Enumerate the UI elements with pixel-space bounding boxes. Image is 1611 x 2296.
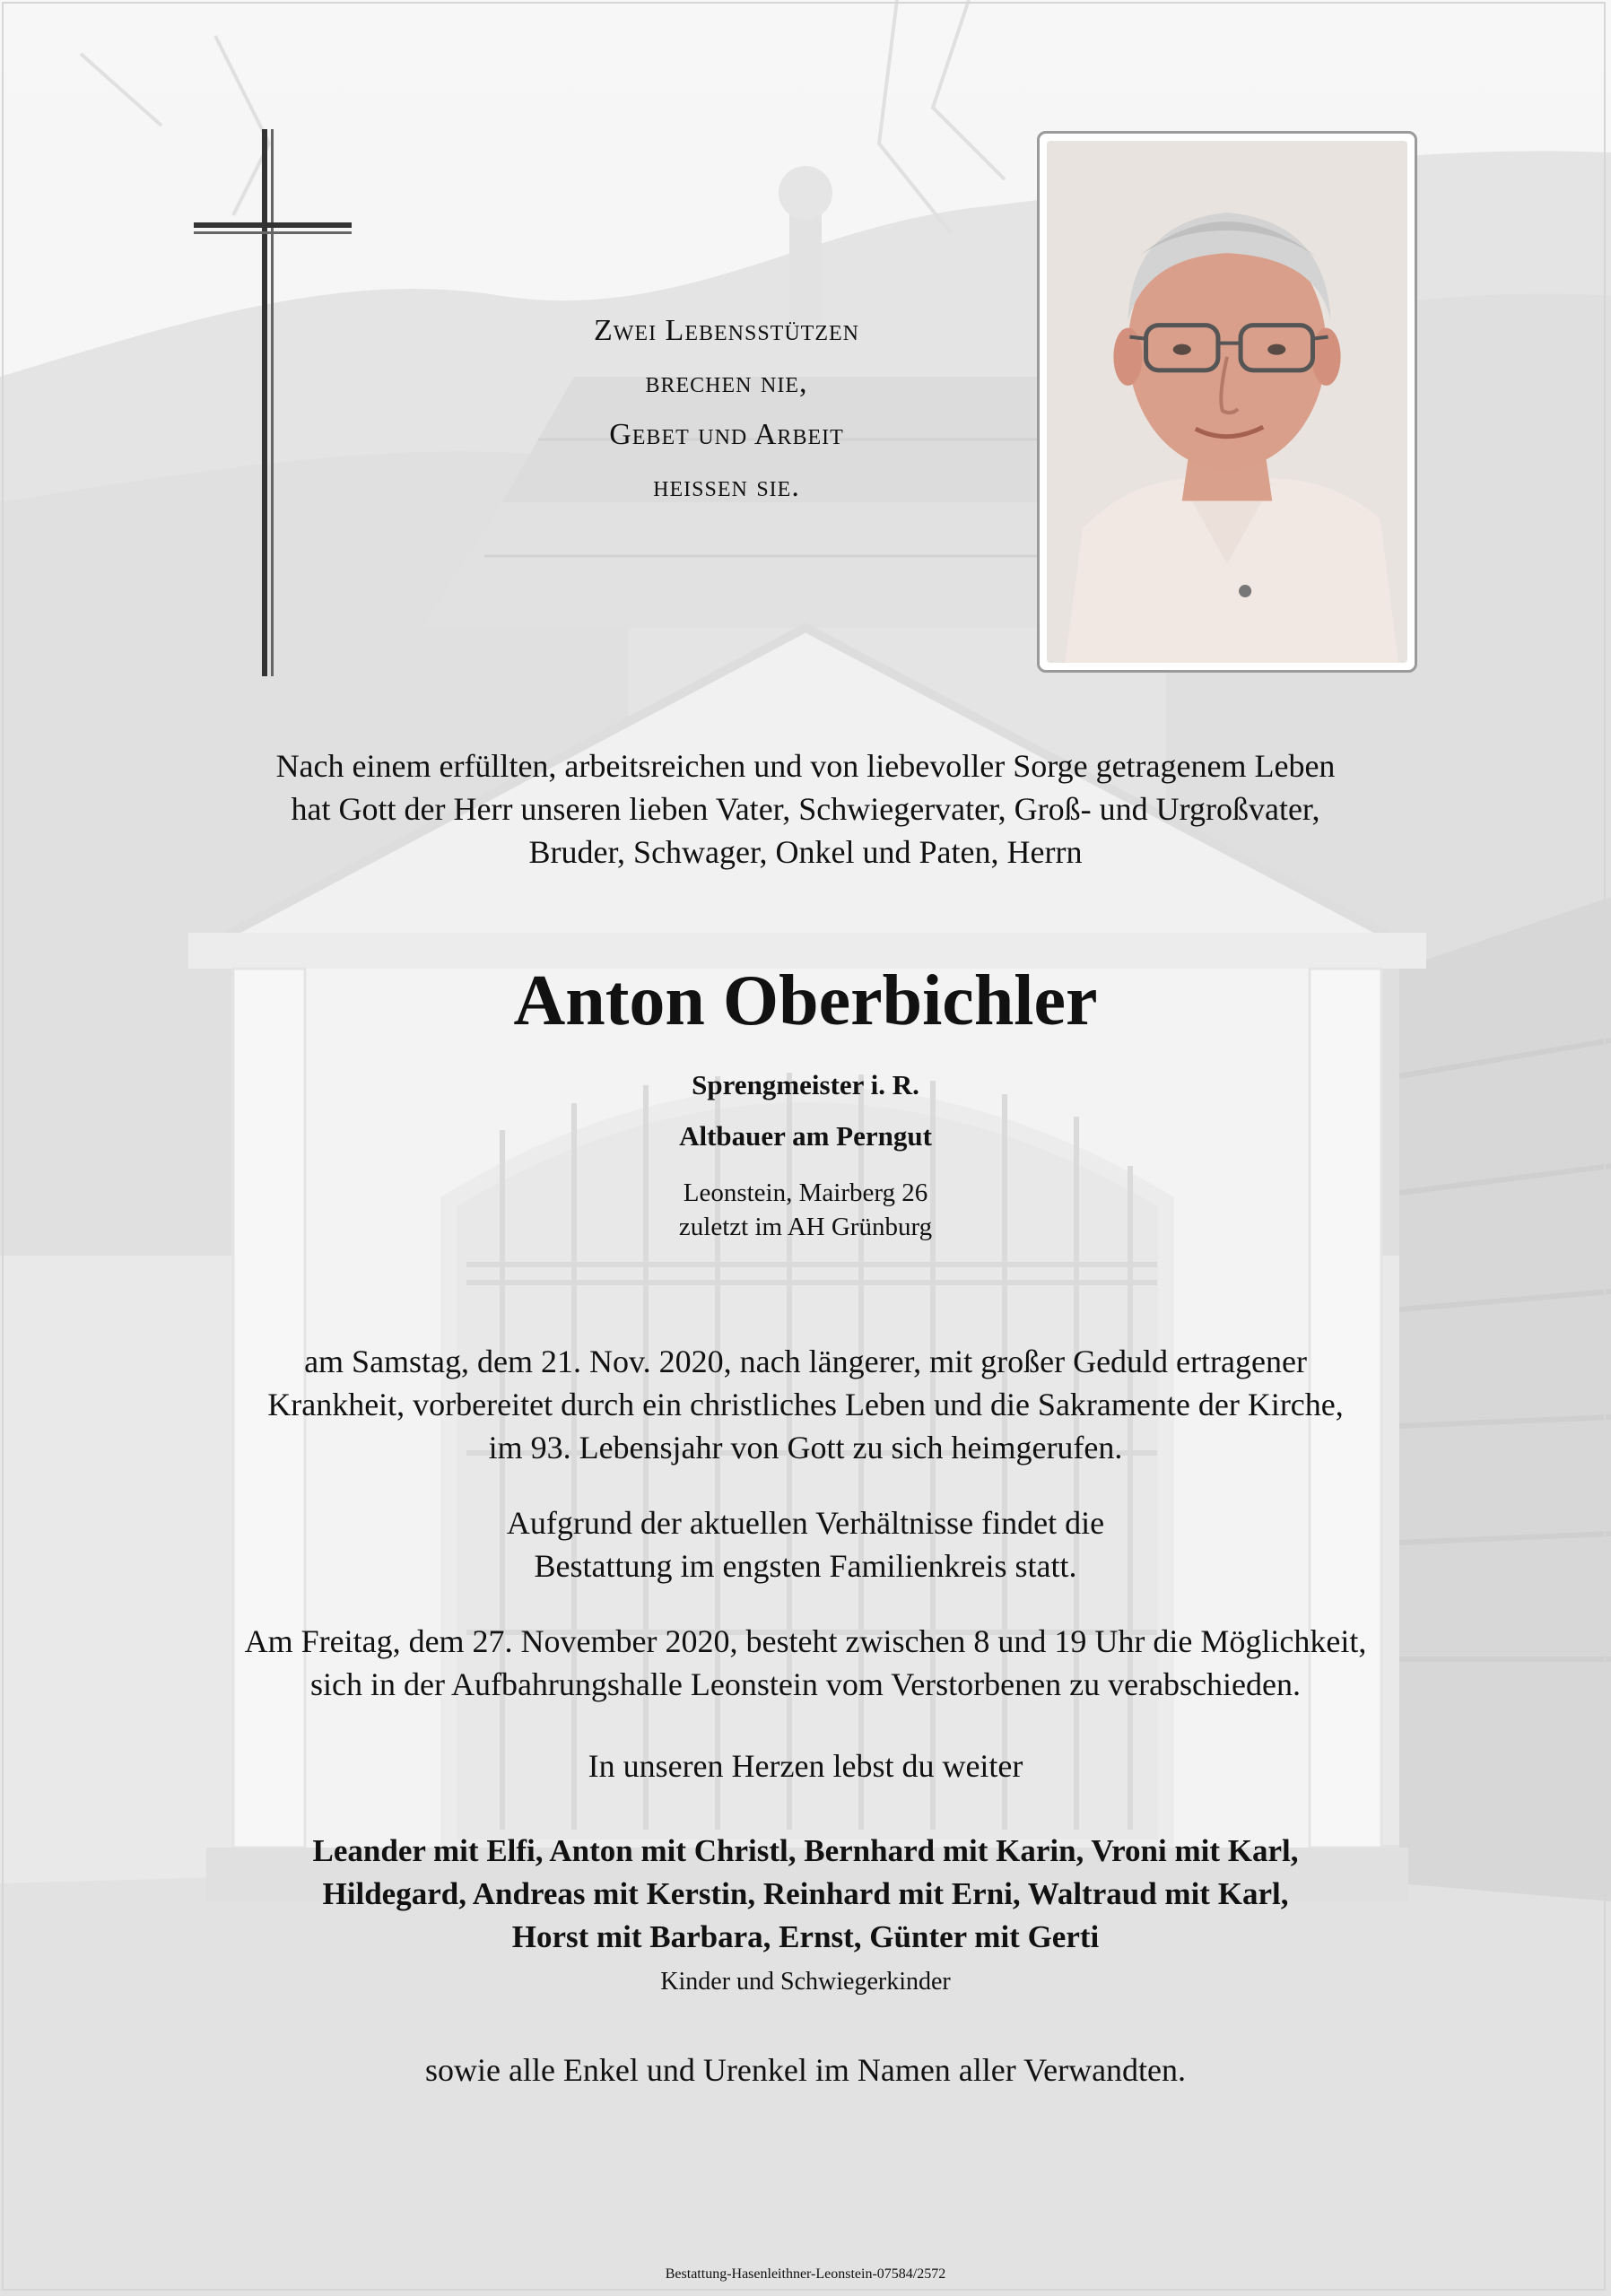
quote-line: brechen nie, bbox=[645, 366, 808, 399]
family-line: Horst mit Barbara, Ernst, Günter mit Gerti bbox=[511, 1919, 1100, 1954]
viewing-line: sich in der Aufbahrungshalle Leonstein vom Verstorbenen zu verabschieden. bbox=[309, 1666, 1301, 1702]
memory-line: In unseren Herzen lebst du weiter bbox=[588, 1748, 1023, 1784]
death-paragraph bbox=[0, 1340, 1611, 1469]
funeral-line: Aufgrund der aktuellen Verhältnisse findet die bbox=[506, 1505, 1105, 1541]
funeral-paragraph bbox=[0, 1501, 1611, 1587]
intro-paragraph bbox=[0, 744, 1611, 874]
viewing-paragraph bbox=[0, 1620, 1611, 1706]
viewing-line: Am Freitag, dem 27. November 2020, besteht zwischen 8 und 19 Uhr die Möglichkeit, bbox=[244, 1623, 1367, 1659]
family-line: Hildegard, Andreas mit Kerstin, Reinhard mit Erni, Waltraud mit Karl, bbox=[322, 1876, 1289, 1911]
family-line: Leander mit Elfi, Anton mit Christl, Bernhard mit Karin, Vroni mit Karl, bbox=[312, 1833, 1299, 1868]
deceased-residence: zuletzt im AH Grünburg bbox=[678, 1213, 933, 1241]
funeral-home-footer: Bestattung-Hasenleithner-Leonstein-07584/2572 bbox=[665, 2266, 946, 2282]
family-names bbox=[0, 1830, 1611, 1959]
funeral-line: Bestattung im engsten Familienkreis statt. bbox=[534, 1548, 1077, 1584]
portrait-photo bbox=[1037, 131, 1417, 673]
intro-line: Nach einem erfüllten, arbeitsreichen und von liebevoller Sorge getragenem Leben bbox=[275, 748, 1336, 784]
deceased-name: Anton Oberbichler bbox=[513, 961, 1098, 1040]
portrait-image bbox=[1047, 141, 1407, 663]
quote-line: Zwei Lebensstützen bbox=[593, 314, 859, 347]
deceased-title: Sprengmeister i. R. bbox=[692, 1069, 919, 1100]
death-line: im 93. Lebensjahr von Gott zu sich heimgerufen. bbox=[488, 1430, 1123, 1465]
deceased-address: Leonstein, Mairberg 26 bbox=[683, 1178, 928, 1207]
family-caption: Kinder und Schwiegerkinder bbox=[660, 1968, 951, 1996]
cross-icon bbox=[188, 126, 359, 682]
memorial-quote bbox=[368, 305, 1085, 513]
intro-line: hat Gott der Herr unseren lieben Vater, Schwiegervater, Groß- und Urgroßvater, bbox=[291, 791, 1320, 827]
relatives-line: sowie alle Enkel und Urenkel im Namen aller Verwandten. bbox=[424, 2052, 1187, 2088]
death-line: Krankheit, vorbereitet durch ein christliches Leben und die Sakramente der Kirche, bbox=[267, 1387, 1344, 1422]
intro-line: Bruder, Schwager, Onkel und Paten, Herrn bbox=[528, 834, 1083, 870]
quote-line: Gebet und Arbeit bbox=[609, 418, 844, 451]
deceased-farm: Altbauer am Perngut bbox=[679, 1120, 932, 1152]
quote-line: heissen sie. bbox=[653, 470, 800, 503]
death-line: am Samstag, dem 21. Nov. 2020, nach längerer, mit großer Geduld ertragener bbox=[304, 1344, 1307, 1379]
